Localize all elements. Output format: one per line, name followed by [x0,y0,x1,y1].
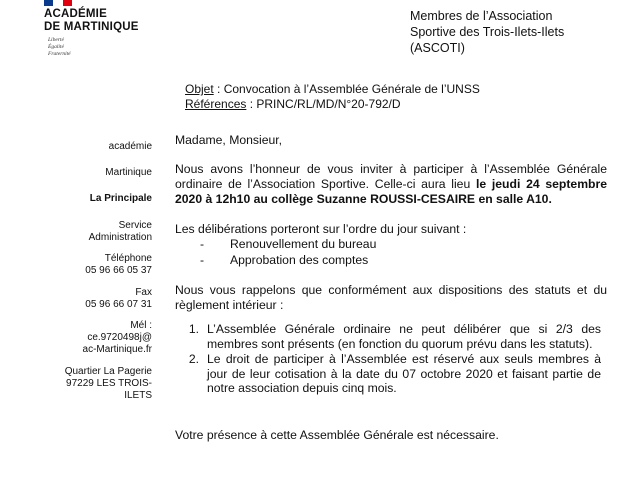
objet-label: Objet [185,82,214,96]
fax-label: Fax [135,287,152,298]
subject-block [185,82,480,112]
address-line1: Quartier La Pagerie [64,366,152,377]
motto-liberte: Liberté [48,37,64,43]
recipient-address [410,8,564,56]
salutation: Madame, Monsieur, [175,133,283,147]
reference-label: Références [185,97,247,111]
mail-label: Mél : [130,320,152,331]
sidebar-service [60,220,152,244]
mail-value-user: ce.9720498j@ [87,332,152,343]
paragraph-agenda-intro: Les délibérations porteront sur l’ordre du jour suivant : [175,222,467,236]
reference-line [185,97,480,112]
agenda-bullet: - [200,252,205,267]
recipient-line1: Membres de l’Association [410,9,553,23]
motto-egalite: Égalité [48,44,64,50]
institution-name [44,8,139,34]
rule-number: 2. [188,352,199,366]
sidebar-martinique: Martinique [105,167,152,178]
agenda-item-text: Approbation des comptes [230,252,369,267]
recipient-line3: (ASCOTI) [410,41,465,55]
invitation-text: Nous avons l’honneur de vous inviter à participer à l’Assemblée Générale ordinaire de l’Association Sportive. Celle-ci aura lieu [175,162,607,191]
rule-text: Le droit de participer à l’Assemblée est réservé aux seuls membres à jour de leur cotisation à la date du 07 octobre 2020 et faisant partie de notre association depuis cinq mois. [207,352,601,395]
rules-list [175,322,601,396]
service-value: Administration [88,232,152,243]
flag-red [63,0,72,6]
sidebar-mail [60,320,152,356]
paragraph-invitation [175,162,607,207]
rule-item [175,322,601,351]
motto-fraternite: Fraternité [48,51,71,57]
closing-sentence: Votre présence à cette Assemblée Générale est nécessaire. [175,428,499,442]
sidebar-fax [60,287,152,311]
institution-line1: ACADÉMIE [44,8,107,20]
flag-blue [44,0,53,6]
recipient-line2: Sportive des Trois-Ilets-Ilets [410,25,565,39]
service-label: Service [118,220,152,231]
agenda-item [200,237,376,253]
telephone-value: 05 96 66 05 37 [85,265,152,276]
agenda-item [200,253,376,269]
objet-text: : Convocation à l’Assemblée Générale de l’UNSS [213,82,480,96]
invitation-date-location: le jeudi 24 septembre 2020 à 12h10 au collège Suzanne ROUSSI-CESAIRE en salle A10. [175,177,607,206]
sidebar-address [60,366,152,402]
rule-text: L’Assemblée Générale ordinaire ne peut délibérer que si 2/3 des membres sont présents (en fonction du quorum prévu dans les statuts). [207,322,601,351]
mail-value-domain: ac-Martinique.fr [82,344,152,355]
sidebar-principal: La Principale [89,193,152,204]
sidebar-academie: académie [108,141,152,152]
agenda-bullet: - [200,237,205,251]
sidebar-telephone [60,253,152,277]
telephone-label: Téléphone [104,253,152,264]
objet-line [185,82,480,97]
agenda-item-text: Renouvellement du bureau [230,237,377,251]
rule-item [175,352,601,396]
institution-line2: DE MARTINIQUE [44,21,139,33]
paragraph-statutes: Nous vous rappelons que conformément aux dispositions des statuts et du règlement intérieur : [175,283,607,312]
rule-number: 1. [188,322,199,336]
flag-white [53,0,62,6]
french-flag-logo [44,0,72,6]
reference-text: : PRINC/RL/MD/N°20-792/D [246,97,401,111]
address-line2: 97229 LES TROIS-ILETS [66,378,152,401]
fax-value: 05 96 66 07 31 [85,299,152,310]
agenda-list [200,237,376,268]
republic-motto [48,37,71,58]
